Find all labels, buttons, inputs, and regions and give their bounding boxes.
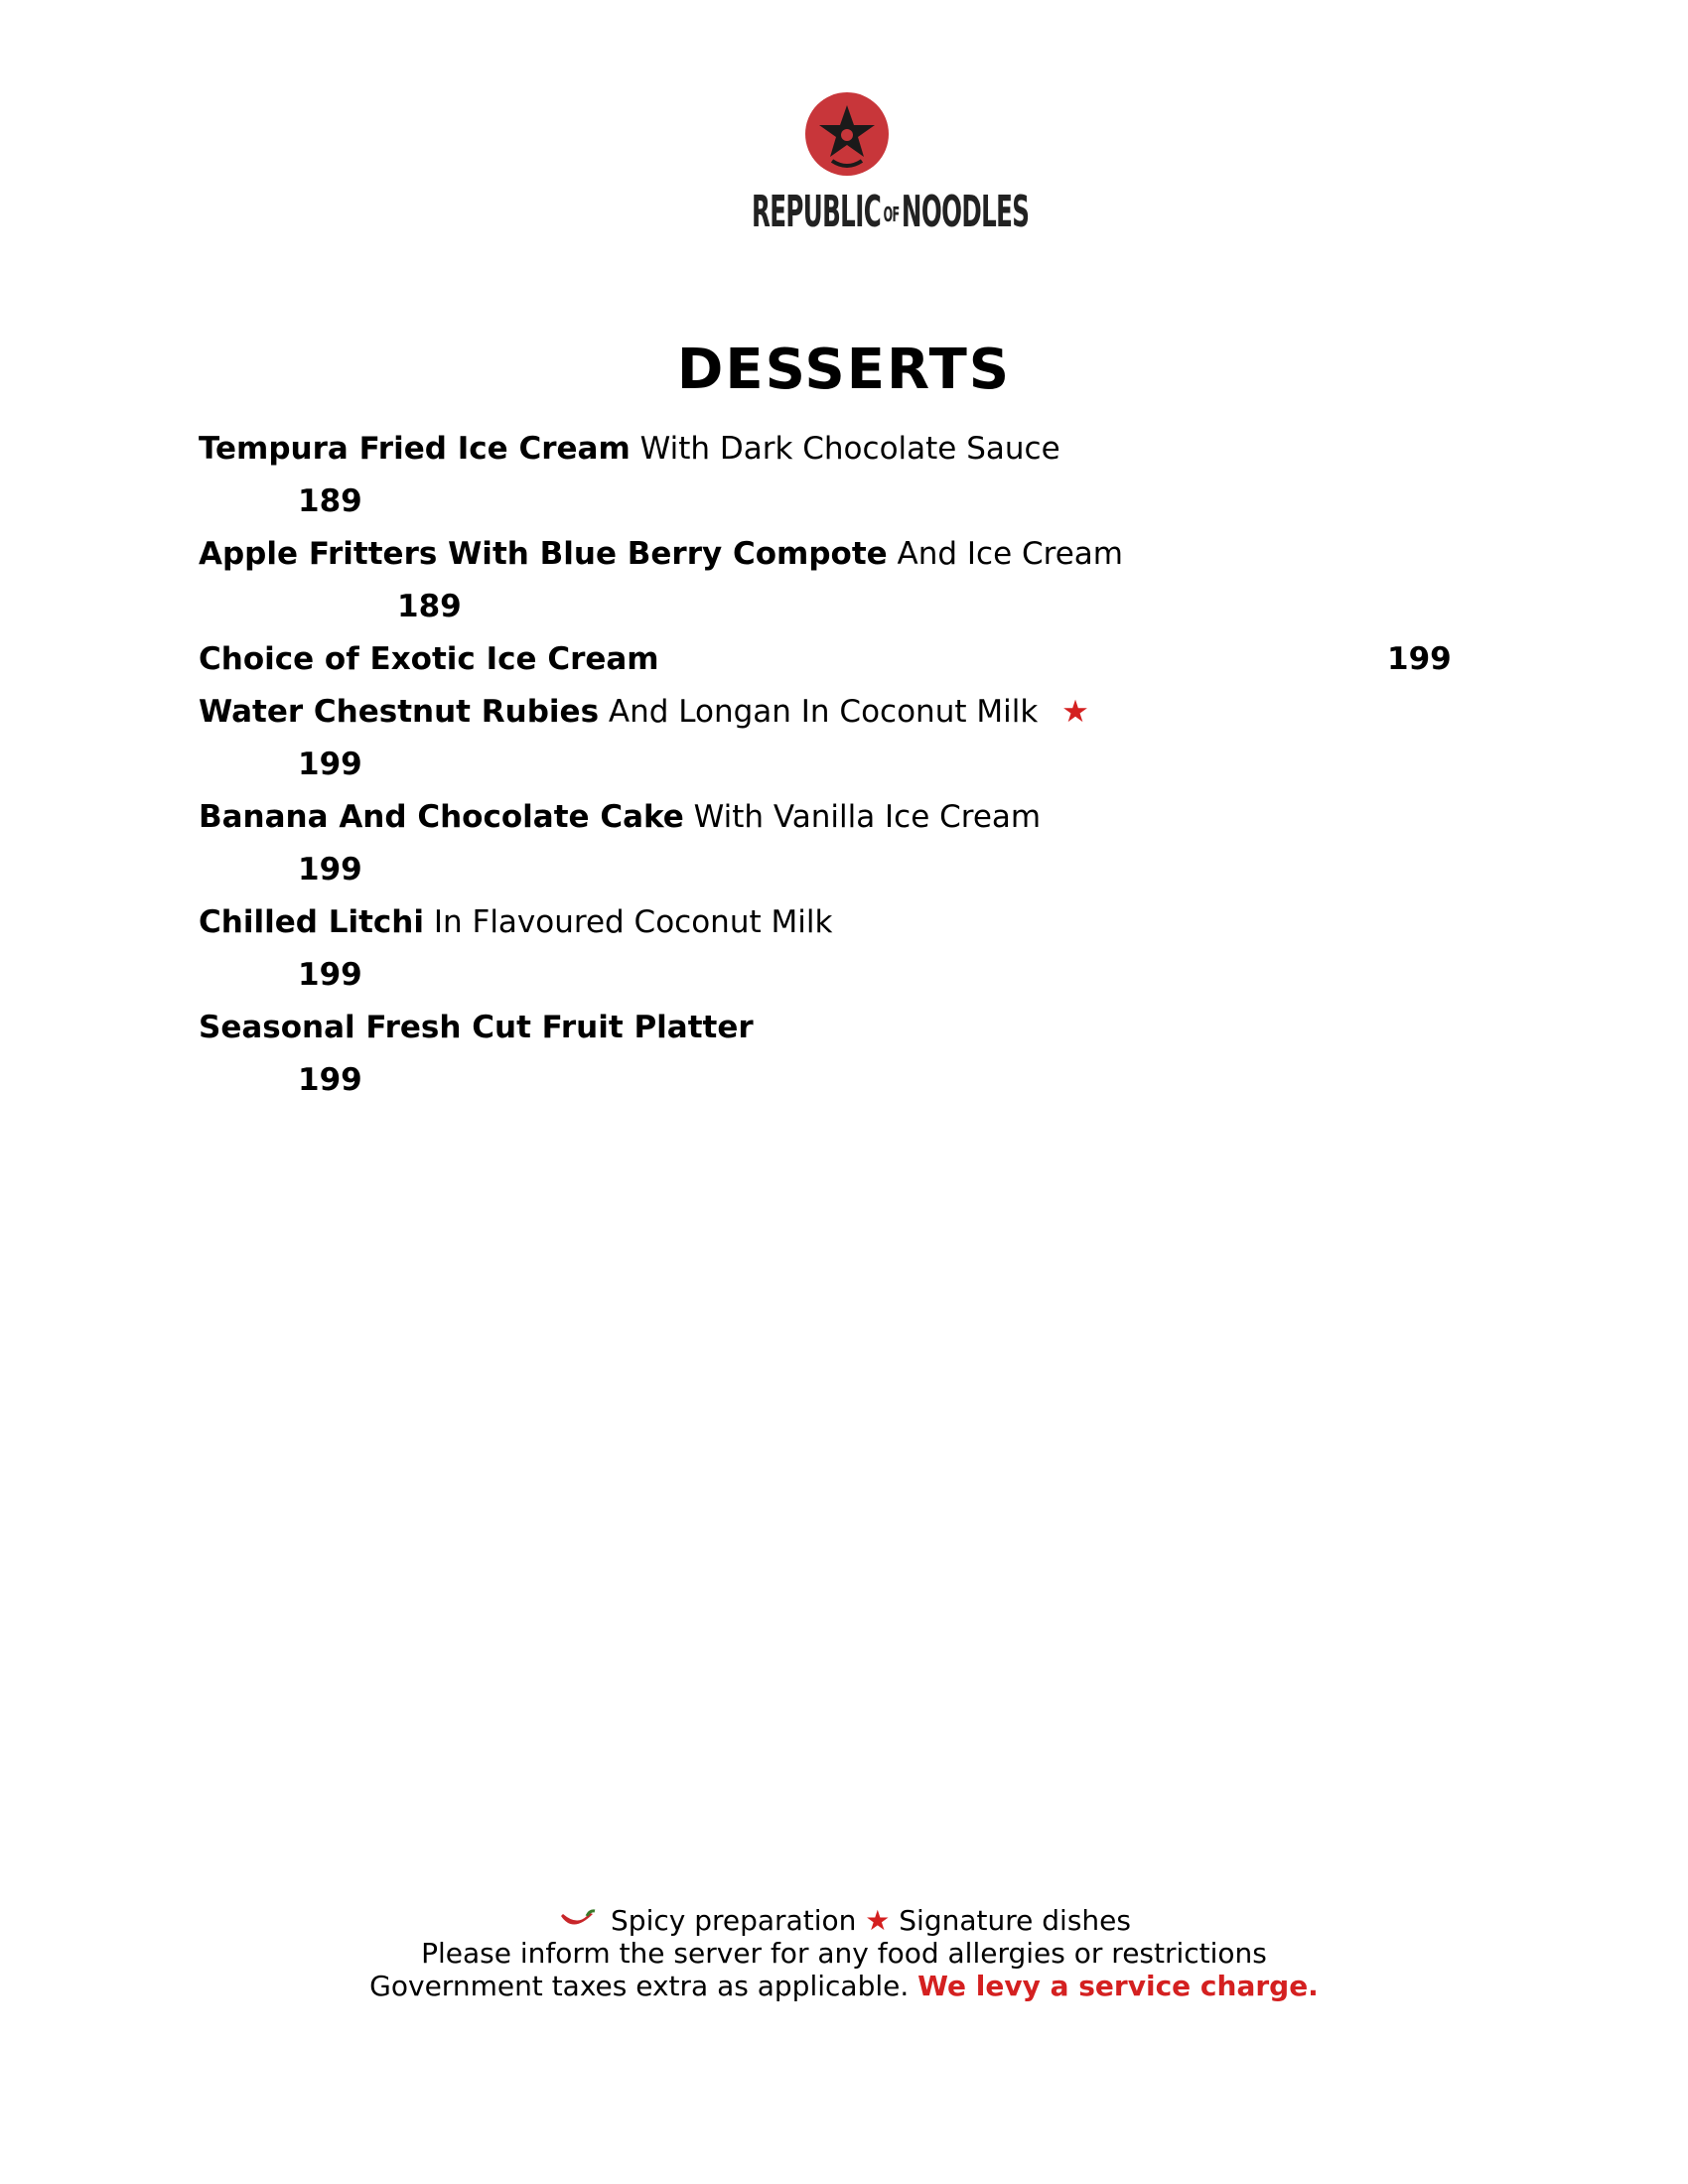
- item-price: 199: [298, 1062, 362, 1098]
- page-title: DESSERTS: [676, 338, 1012, 402]
- allergy-note: Please inform the server for any food allergies or restrictions: [421, 1937, 1267, 1970]
- item-price: 199: [1387, 641, 1452, 677]
- menu-item: [199, 641, 659, 677]
- logo-word-of: OF: [883, 203, 900, 226]
- legend-line: [0, 1904, 1688, 1937]
- item-name: Banana And Chocolate Cake: [199, 799, 684, 835]
- signature-star-icon: ★: [1061, 694, 1089, 730]
- menu-item: [199, 694, 1089, 730]
- logo-emblem-icon: [804, 91, 890, 177]
- item-price: 199: [298, 957, 362, 993]
- service-charge-text: We levy a service charge.: [917, 1970, 1319, 2002]
- item-name: Chilled Litchi: [199, 904, 424, 940]
- logo-wordmark: [752, 187, 1030, 237]
- legend-star-icon: ★: [865, 1904, 891, 1937]
- menu-item: [199, 1010, 754, 1045]
- item-desc: With Dark Chocolate Sauce: [630, 431, 1060, 467]
- chili-icon: [557, 1908, 597, 1934]
- item-name: Tempura Fried Ice Cream: [199, 431, 631, 467]
- menu-item: [199, 431, 1060, 467]
- item-desc: And Longan In Coconut Milk: [599, 694, 1039, 730]
- tax-note: [0, 1970, 1688, 2002]
- item-name: Choice of Exotic Ice Cream: [199, 641, 659, 677]
- menu-item: [199, 904, 832, 940]
- tax-text: Government taxes extra as applicable.: [369, 1970, 910, 2002]
- item-price: 199: [298, 747, 362, 782]
- item-price: 189: [397, 589, 462, 624]
- item-name: Seasonal Fresh Cut Fruit Platter: [199, 1010, 754, 1045]
- legend-spicy: Spicy preparation: [611, 1904, 857, 1937]
- brand-logo: [695, 91, 1030, 260]
- menu-item: [199, 536, 1123, 572]
- item-name: Water Chestnut Rubies: [199, 694, 600, 730]
- item-price: 189: [298, 483, 362, 519]
- legend-signature: Signature dishes: [899, 1904, 1131, 1937]
- logo-word-right: NOODLES: [901, 187, 1030, 237]
- item-price: 199: [298, 852, 362, 887]
- item-desc: And Ice Cream: [887, 536, 1124, 572]
- menu-item: [199, 799, 1041, 835]
- item-desc: In Flavoured Coconut Milk: [423, 904, 833, 940]
- logo-word-left: REPUBLIC: [752, 187, 882, 237]
- item-name: Apple Fritters With Blue Berry Compote: [199, 536, 888, 572]
- item-desc: With Vanilla Ice Cream: [683, 799, 1042, 835]
